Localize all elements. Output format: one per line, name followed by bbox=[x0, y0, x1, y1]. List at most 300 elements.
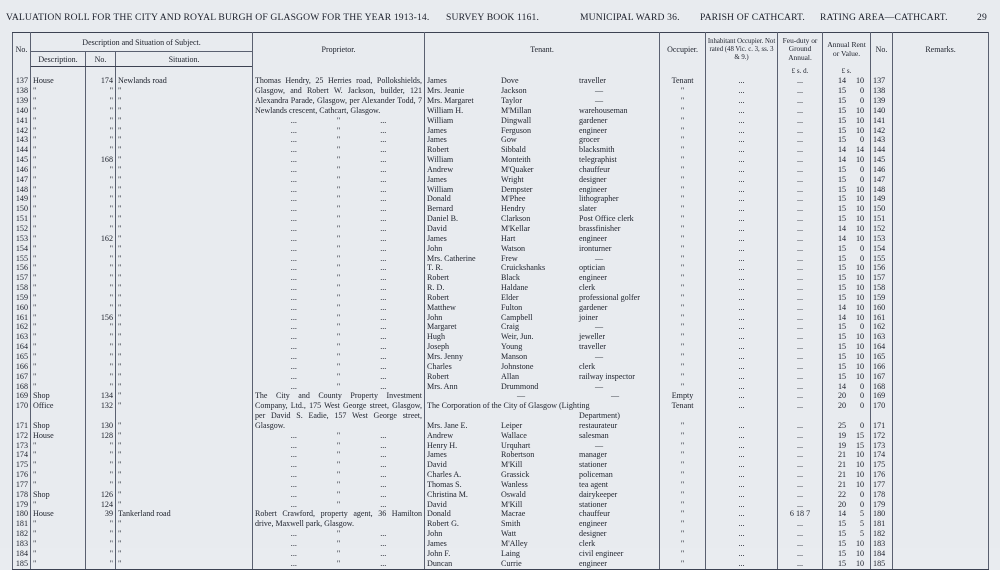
rent-shillings: 0 bbox=[859, 489, 865, 499]
description: " bbox=[31, 460, 86, 470]
dots: ... bbox=[380, 529, 387, 539]
rent-pounds: 15 bbox=[837, 243, 847, 253]
rent-shillings: 0 bbox=[859, 96, 865, 106]
situation: " bbox=[116, 450, 253, 460]
row-number-right: 141 bbox=[871, 116, 893, 126]
tenant-occupation: gardener bbox=[579, 302, 608, 312]
tenant-first: Duncan bbox=[427, 558, 453, 568]
col-tenant: Tenant. bbox=[425, 33, 660, 67]
row-number-right: 158 bbox=[871, 283, 893, 293]
row-number: 183 bbox=[13, 539, 31, 549]
feu-duty: ... bbox=[778, 234, 823, 244]
col-annual-rent: Annual Rent or Value. bbox=[823, 33, 871, 67]
tenant-cell bbox=[425, 145, 660, 155]
ditto-mark: " bbox=[336, 351, 341, 361]
dots: ... bbox=[290, 273, 297, 283]
ditto-mark: " bbox=[336, 135, 341, 145]
description: " bbox=[31, 441, 86, 451]
annual-rent bbox=[823, 382, 871, 392]
street-number: " bbox=[86, 450, 116, 460]
rent-shillings: 0 bbox=[859, 420, 865, 430]
feu-duty: ... bbox=[778, 313, 823, 323]
row-number: 168 bbox=[13, 382, 31, 392]
row-number: 145 bbox=[13, 155, 31, 165]
table-row bbox=[13, 204, 989, 214]
dots: ... bbox=[290, 253, 297, 263]
street-number: " bbox=[86, 185, 116, 195]
occupier: " bbox=[660, 116, 706, 126]
situation: " bbox=[116, 470, 253, 480]
dots: ... bbox=[380, 558, 387, 568]
situation: " bbox=[116, 401, 253, 411]
table-row bbox=[13, 313, 989, 323]
table-row bbox=[13, 470, 989, 480]
dots: ... bbox=[290, 164, 297, 174]
feu-duty: ... bbox=[778, 401, 823, 411]
tenant-surname: M'Millan bbox=[501, 105, 532, 115]
feu-duty: ... bbox=[778, 372, 823, 382]
annual-rent bbox=[823, 185, 871, 195]
feu-duty: ... bbox=[778, 76, 823, 86]
table-row bbox=[13, 116, 989, 126]
dots: ... bbox=[290, 499, 297, 509]
ditto-mark: " bbox=[336, 479, 341, 489]
inhabitant-occupier: ... bbox=[706, 441, 778, 451]
tenant-cell bbox=[425, 460, 660, 470]
rent-shillings: 10 bbox=[855, 312, 865, 322]
occupier: " bbox=[660, 342, 706, 352]
annual-rent bbox=[823, 470, 871, 480]
tenant-occupation: traveller bbox=[579, 342, 606, 352]
row-number-right: 179 bbox=[871, 500, 893, 510]
tenant-occupation: blacksmith bbox=[579, 145, 615, 155]
rent-shillings: 10 bbox=[855, 450, 865, 460]
inhabitant-occupier: ... bbox=[706, 165, 778, 175]
street-number: 162 bbox=[86, 234, 116, 244]
tenant-cell bbox=[425, 244, 660, 254]
proprietor-ditto bbox=[253, 165, 425, 175]
tenant-occupation: engineer bbox=[579, 184, 607, 194]
row-number: 178 bbox=[13, 490, 31, 500]
feu-duty: ... bbox=[778, 470, 823, 480]
tenant-first: William H. bbox=[427, 105, 464, 115]
occupier: " bbox=[660, 549, 706, 559]
description: " bbox=[31, 273, 86, 283]
proprietor-ditto bbox=[253, 244, 425, 254]
occupier: " bbox=[660, 263, 706, 273]
rent-pounds: 15 bbox=[837, 135, 847, 145]
annual-rent bbox=[823, 421, 871, 431]
proprietor-ditto bbox=[253, 549, 425, 559]
dots: ... bbox=[290, 283, 297, 293]
row-number: 175 bbox=[13, 460, 31, 470]
ditto-mark: " bbox=[336, 243, 341, 253]
street-number: " bbox=[86, 244, 116, 254]
rent-shillings: 10 bbox=[855, 479, 865, 489]
table-row bbox=[13, 332, 989, 342]
description: " bbox=[31, 214, 86, 224]
row-number-right: 138 bbox=[871, 86, 893, 96]
description: " bbox=[31, 480, 86, 490]
description: House bbox=[31, 509, 86, 519]
tenant-surname: Taylor bbox=[501, 96, 523, 106]
ditto-mark: " bbox=[336, 430, 341, 440]
table-row bbox=[13, 194, 989, 204]
ditto-mark: " bbox=[336, 361, 341, 371]
tenant-cell bbox=[425, 273, 660, 283]
description: " bbox=[31, 450, 86, 460]
dots: ... bbox=[290, 351, 297, 361]
tenant-occupation: warehouseman bbox=[579, 105, 628, 115]
rent-shillings: 0 bbox=[859, 322, 865, 332]
situation: " bbox=[116, 362, 253, 372]
feu-duty: ... bbox=[778, 283, 823, 293]
row-number-right: 139 bbox=[871, 96, 893, 106]
tenant-occupation: professional golfer bbox=[579, 292, 640, 302]
tenant-occupation: restaurateur bbox=[579, 420, 618, 430]
feu-duty: ... bbox=[778, 342, 823, 352]
street-number: 156 bbox=[86, 313, 116, 323]
tenant-surname: Watson bbox=[501, 243, 526, 253]
annual-rent bbox=[823, 126, 871, 136]
occupier: " bbox=[660, 135, 706, 145]
annual-rent bbox=[823, 145, 871, 155]
description: Shop bbox=[31, 490, 86, 500]
tenant-first: Mrs. Catherine bbox=[427, 253, 476, 263]
street-number: " bbox=[86, 362, 116, 372]
occupier: " bbox=[660, 490, 706, 500]
tenant-cell bbox=[425, 549, 660, 559]
table-row bbox=[13, 362, 989, 372]
row-number-right: 157 bbox=[871, 273, 893, 283]
row-number-right: 171 bbox=[871, 421, 893, 431]
description: " bbox=[31, 500, 86, 510]
col-remarks: Remarks. bbox=[893, 33, 989, 67]
row-number: 173 bbox=[13, 441, 31, 451]
occupier: " bbox=[660, 529, 706, 539]
remarks bbox=[893, 529, 989, 539]
inhabitant-occupier: ... bbox=[706, 313, 778, 323]
occupier: " bbox=[660, 539, 706, 549]
rent-shillings: 10 bbox=[855, 361, 865, 371]
tenant-cell bbox=[425, 106, 660, 116]
proprietor-ditto bbox=[253, 470, 425, 480]
table-row bbox=[13, 303, 989, 313]
tenant-occupation: stationer bbox=[579, 460, 607, 470]
street-number: " bbox=[86, 145, 116, 155]
dots: ... bbox=[380, 450, 387, 460]
dots: ... bbox=[290, 322, 297, 332]
tenant-cell bbox=[425, 135, 660, 145]
street-number: 126 bbox=[86, 490, 116, 500]
tenant-cell bbox=[425, 116, 660, 126]
row-number-right: 147 bbox=[871, 175, 893, 185]
table-row bbox=[13, 529, 989, 539]
proprietor-ditto bbox=[253, 322, 425, 332]
table-body bbox=[13, 67, 989, 570]
description: " bbox=[31, 165, 86, 175]
table-row bbox=[13, 126, 989, 136]
rent-pounds: 15 bbox=[837, 273, 847, 283]
row-number-right: 149 bbox=[871, 194, 893, 204]
rent-pounds: 15 bbox=[837, 204, 847, 214]
street-number: " bbox=[86, 86, 116, 96]
tenant-occupation: engineer bbox=[579, 519, 607, 529]
feu-duty: ... bbox=[778, 450, 823, 460]
dots: ... bbox=[380, 263, 387, 273]
remarks bbox=[893, 372, 989, 382]
rent-pounds: 15 bbox=[837, 519, 847, 529]
ditto-mark: " bbox=[336, 184, 341, 194]
tenant-surname: Allan bbox=[501, 371, 520, 381]
tenant-occupation: dairykeeper bbox=[579, 489, 618, 499]
row-number: 160 bbox=[13, 303, 31, 313]
row-number-right: 140 bbox=[871, 106, 893, 116]
col-inhabitant: Inhabitant Occupier. Not rated (48 Vic. c. 3, ss. 3 & 9.) bbox=[706, 33, 778, 67]
feu-duty: ... bbox=[778, 382, 823, 392]
tenant-cell bbox=[425, 175, 660, 185]
tenant-occupation: — bbox=[595, 381, 604, 391]
street-number: " bbox=[86, 165, 116, 175]
situation: " bbox=[116, 303, 253, 313]
situation: " bbox=[116, 234, 253, 244]
tenant-occupation: — bbox=[595, 253, 604, 263]
proprietor-cell: Thomas Hendry, 25 Herries road, Pollokshields, Glasgow, and Robert W. Jackson, builder, 121 Alexandra Parade, Glasgow, per Alexander Todd, 7 Newlands crescent, Cathcart, Glasgow. bbox=[253, 76, 425, 115]
tenant-surname: Gow bbox=[501, 135, 517, 145]
inhabitant-occupier: ... bbox=[706, 135, 778, 145]
table-row bbox=[13, 293, 989, 303]
inhabitant-occupier: ... bbox=[706, 185, 778, 195]
ditto-mark: " bbox=[336, 470, 341, 480]
situation: " bbox=[116, 126, 253, 136]
tenant-occupation: jeweller bbox=[579, 332, 606, 342]
situation: " bbox=[116, 480, 253, 490]
rent-shillings: 14 bbox=[855, 145, 865, 155]
proprietor-ditto bbox=[253, 224, 425, 234]
remarks bbox=[893, 431, 989, 441]
ditto-mark: " bbox=[336, 224, 341, 233]
rent-pounds: 14 bbox=[837, 509, 847, 519]
street-number: " bbox=[86, 460, 116, 470]
dots: ... bbox=[290, 489, 297, 499]
tenant-first: Mrs. Margaret bbox=[427, 96, 474, 106]
annual-rent bbox=[823, 76, 871, 86]
remarks bbox=[893, 411, 989, 421]
proprietor-ditto bbox=[253, 441, 425, 451]
dots: ... bbox=[380, 460, 387, 470]
dots: ... bbox=[380, 470, 387, 480]
tenant-first: James bbox=[427, 174, 447, 184]
occupier: Tenant bbox=[660, 76, 706, 86]
table-row bbox=[13, 76, 989, 86]
tenant-occupation: engineer bbox=[579, 273, 607, 283]
dots: ... bbox=[380, 273, 387, 283]
occupier: " bbox=[660, 431, 706, 441]
street-number: " bbox=[86, 539, 116, 549]
dots: ... bbox=[290, 155, 297, 165]
tenant-surname: M'Alley bbox=[501, 539, 528, 548]
ditto-mark: " bbox=[336, 371, 341, 381]
tenant-surname: Dingwall bbox=[501, 115, 532, 125]
tenant-occupation: lithographer bbox=[579, 194, 619, 204]
col-proprietor: Proprietor. bbox=[253, 33, 425, 67]
tenant-cell bbox=[425, 155, 660, 165]
table-row bbox=[13, 450, 989, 460]
street-number: " bbox=[86, 372, 116, 382]
tenant-cell bbox=[425, 529, 660, 539]
units-row bbox=[13, 67, 989, 77]
situation: " bbox=[116, 214, 253, 224]
row-number: 140 bbox=[13, 106, 31, 116]
row-number-right: 144 bbox=[871, 145, 893, 155]
ditto-mark: " bbox=[336, 548, 341, 558]
description: " bbox=[31, 155, 86, 165]
remarks bbox=[893, 490, 989, 500]
situation: " bbox=[116, 391, 253, 401]
table-row bbox=[13, 96, 989, 106]
row-number-right: 169 bbox=[871, 391, 893, 401]
row-number-right: 137 bbox=[871, 76, 893, 86]
street-number: " bbox=[86, 214, 116, 224]
dots: ... bbox=[290, 479, 297, 489]
dots: ... bbox=[380, 135, 387, 145]
table-row bbox=[13, 559, 989, 569]
street-number: " bbox=[86, 273, 116, 283]
inhabitant-occupier: ... bbox=[706, 500, 778, 510]
situation: " bbox=[116, 313, 253, 323]
occupier: " bbox=[660, 214, 706, 224]
row-number-right: 181 bbox=[871, 519, 893, 529]
dots: ... bbox=[380, 233, 387, 243]
tenant-occupation: manager bbox=[579, 450, 607, 460]
dots: ... bbox=[380, 115, 387, 125]
ditto-mark: " bbox=[336, 174, 341, 184]
tenant-cell bbox=[425, 500, 660, 510]
tenant-first: Charles A. bbox=[427, 470, 462, 480]
remarks bbox=[893, 322, 989, 332]
rent-pounds: 20 bbox=[837, 499, 847, 509]
row-number: 139 bbox=[13, 96, 31, 106]
annual-rent bbox=[823, 234, 871, 244]
situation: " bbox=[116, 145, 253, 155]
rent-pounds: 15 bbox=[837, 184, 847, 194]
tenant-surname: Manson bbox=[501, 351, 528, 361]
annual-rent bbox=[823, 313, 871, 323]
feu-duty: ... bbox=[778, 303, 823, 313]
inhabitant-occupier: ... bbox=[706, 322, 778, 332]
ditto-mark: " bbox=[336, 155, 341, 165]
rent-pounds: 22 bbox=[837, 489, 847, 499]
tenant-occupation: designer bbox=[579, 529, 607, 539]
ditto-mark: " bbox=[336, 292, 341, 302]
rent-shillings: 0 bbox=[859, 135, 865, 145]
annual-rent bbox=[823, 135, 871, 145]
table-row bbox=[13, 224, 989, 234]
situation: " bbox=[116, 224, 253, 234]
rent-shillings: 10 bbox=[855, 214, 865, 224]
situation: " bbox=[116, 165, 253, 175]
proprietor-ditto bbox=[253, 529, 425, 539]
description: House bbox=[31, 76, 86, 86]
dots: ... bbox=[380, 430, 387, 440]
annual-rent bbox=[823, 391, 871, 401]
situation: " bbox=[116, 175, 253, 185]
row-number: 170 bbox=[13, 401, 31, 411]
tenant-surname: Fulton bbox=[501, 302, 523, 312]
row-number-right: 156 bbox=[871, 263, 893, 273]
proprietor-ditto bbox=[253, 450, 425, 460]
rent-pounds: 15 bbox=[837, 174, 847, 184]
feu-duty: ... bbox=[778, 106, 823, 116]
description: " bbox=[31, 549, 86, 559]
annual-rent bbox=[823, 155, 871, 165]
description: " bbox=[31, 185, 86, 195]
street-number: " bbox=[86, 342, 116, 352]
tenant-occupation: telegraphist bbox=[579, 155, 617, 165]
tenant-occupation: clerk bbox=[579, 539, 596, 548]
page-header bbox=[0, 12, 1000, 28]
row-number: 163 bbox=[13, 332, 31, 342]
dots: ... bbox=[380, 174, 387, 184]
row-number: 147 bbox=[13, 175, 31, 185]
occupier: " bbox=[660, 96, 706, 106]
inhabitant-occupier: ... bbox=[706, 460, 778, 470]
tenant-cell bbox=[425, 214, 660, 224]
row-number: 167 bbox=[13, 372, 31, 382]
description: " bbox=[31, 283, 86, 293]
street-number: " bbox=[86, 175, 116, 185]
inhabitant-occupier: ... bbox=[706, 529, 778, 539]
tenant-surname: Wright bbox=[501, 174, 524, 184]
annual-rent bbox=[823, 322, 871, 332]
parish: PARISH OF CATHCART. bbox=[700, 12, 805, 23]
rent-pounds: 15 bbox=[837, 342, 847, 352]
table-row bbox=[13, 254, 989, 264]
annual-rent bbox=[823, 244, 871, 254]
annual-rent bbox=[823, 441, 871, 451]
row-number-right: 161 bbox=[871, 313, 893, 323]
rent-shillings: 10 bbox=[855, 558, 865, 568]
street-number: " bbox=[86, 332, 116, 342]
street-number: " bbox=[86, 303, 116, 313]
tenant-cell bbox=[425, 411, 660, 421]
description: " bbox=[31, 96, 86, 106]
feu-duty: ... bbox=[778, 224, 823, 234]
table-row bbox=[13, 411, 989, 421]
inhabitant-occupier: ... bbox=[706, 509, 778, 519]
occupier: " bbox=[660, 145, 706, 155]
inhabitant-occupier: ... bbox=[706, 194, 778, 204]
inhabitant-occupier: ... bbox=[706, 559, 778, 569]
rent-pounds: 15 bbox=[837, 263, 847, 273]
feu-duty: ... bbox=[778, 293, 823, 303]
rent-shillings: 10 bbox=[855, 292, 865, 302]
table-row bbox=[13, 244, 989, 254]
dots: ... bbox=[290, 125, 297, 135]
annual-rent bbox=[823, 165, 871, 175]
street-number: " bbox=[86, 470, 116, 480]
ditto-mark: " bbox=[336, 273, 341, 283]
rent-pounds: 21 bbox=[837, 460, 847, 470]
dots: ... bbox=[290, 184, 297, 194]
situation: " bbox=[116, 460, 253, 470]
inhabitant-occupier: ... bbox=[706, 96, 778, 106]
dots: ... bbox=[380, 342, 387, 352]
street-number: " bbox=[86, 480, 116, 490]
tenant-first: Donald bbox=[427, 194, 451, 204]
tenant-cell bbox=[425, 234, 660, 244]
description: " bbox=[31, 204, 86, 214]
